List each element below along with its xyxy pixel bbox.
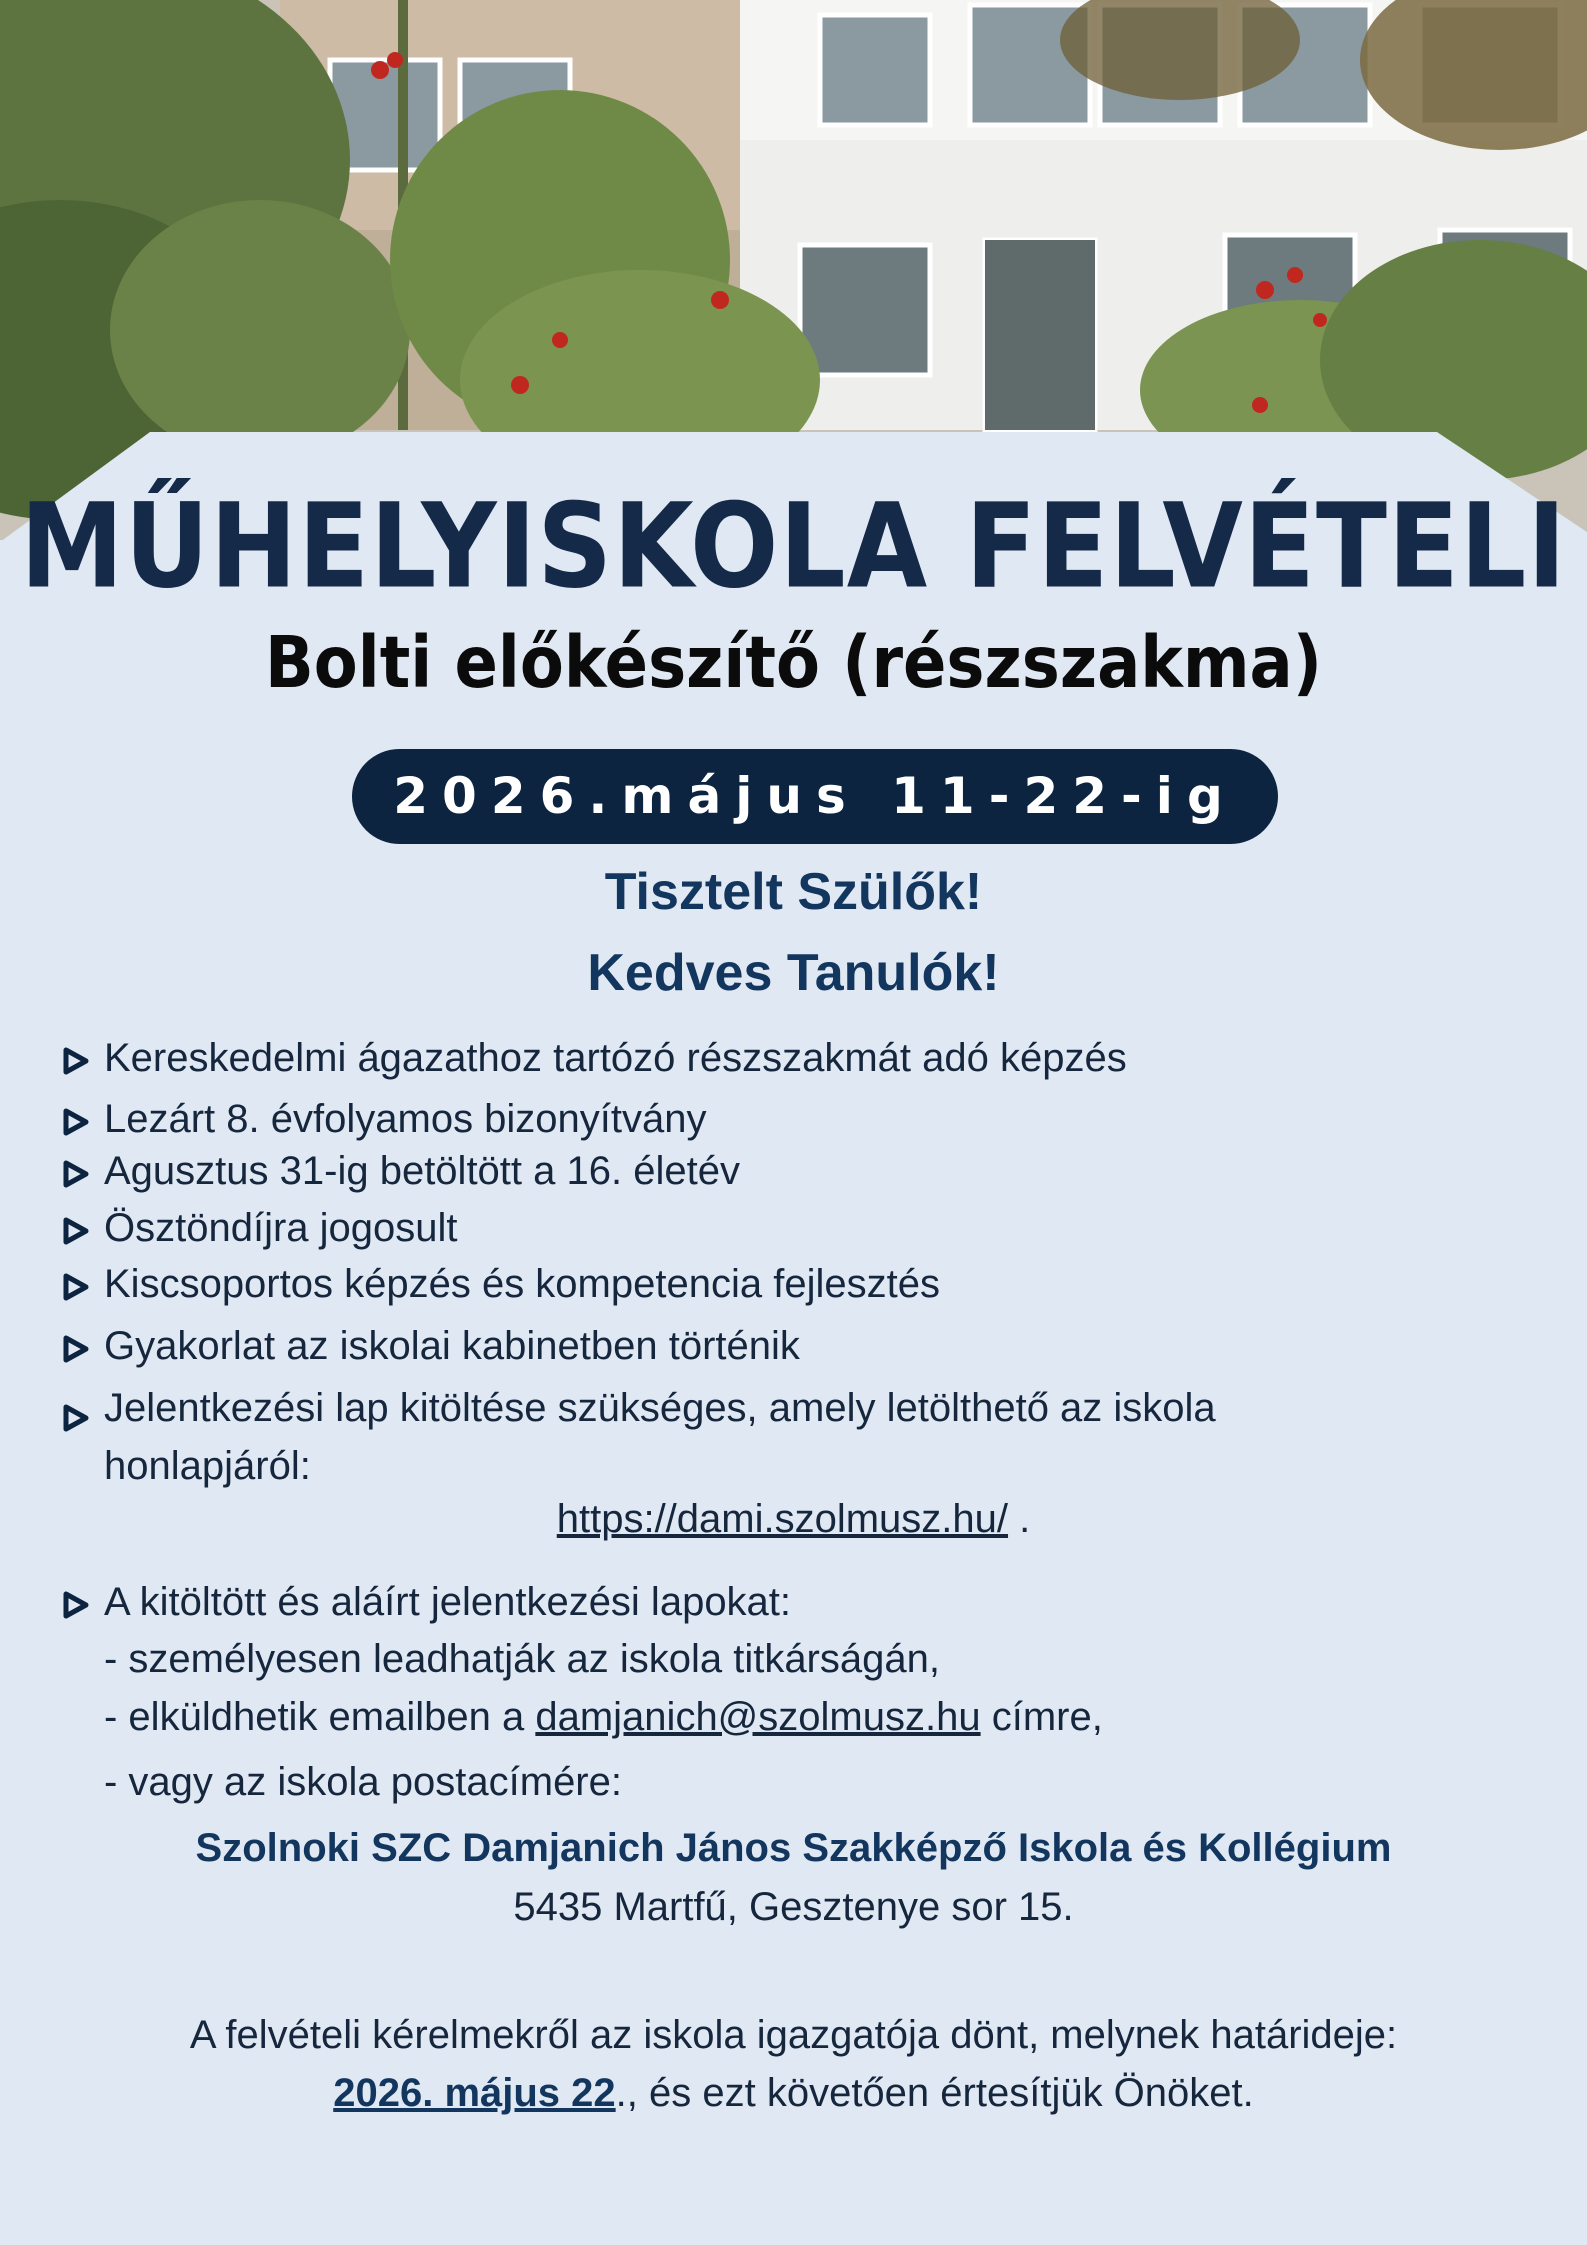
footer-notice: ., és ezt követően értesítjük Önöket.: [615, 2071, 1254, 2115]
list-item-text: Kereskedelmi ágazathoz tartózó részszakmát adó képzés: [104, 1036, 1127, 1080]
email-prefix: - elküldhetik emailben a: [104, 1695, 536, 1739]
date-range-badge: 2026.május 11-22-ig: [352, 749, 1278, 844]
page-title: MŰHELYISKOLA FELVÉTELI: [20, 478, 1567, 615]
triangle-arrow-icon: [60, 1046, 90, 1076]
footer-deadline-line: [0, 2071, 1587, 2116]
email-suffix: címre,: [980, 1695, 1103, 1739]
list-item-text: Gyakorlat az iskolai kabinetben történik: [104, 1324, 800, 1368]
list-item-text: Lezárt 8. évfolyamos bizonyítvány: [104, 1097, 707, 1141]
submission-option-post: - vagy az iskola postacímére:: [104, 1760, 622, 1804]
triangle-arrow-icon: [60, 1107, 90, 1137]
greeting-parents: Tisztelt Szülők!: [604, 863, 983, 921]
website-line: [0, 1497, 1587, 1542]
footer-decision-line: A felvételi kérelmekről az iskola igazgatója dönt, melynek határideje:: [189, 2013, 1398, 2057]
triangle-arrow-icon: [60, 1334, 90, 1364]
triangle-arrow-icon: [60, 1272, 90, 1302]
triangle-arrow-icon: [60, 1403, 90, 1433]
greeting-students: Kedves Tanulók!: [587, 944, 1000, 1002]
list-item-text: Kiscsoportos képzés és kompetencia fejlesztés: [104, 1262, 940, 1306]
triangle-arrow-icon: [60, 1159, 90, 1189]
school-address: 5435 Martfű, Gesztenye sor 15.: [513, 1885, 1074, 1929]
page-subtitle: Bolti előkészítő (részszakma): [265, 622, 1322, 705]
submission-option-email: [104, 1695, 1103, 1740]
email-link[interactable]: damjanich@szolmusz.hu: [535, 1695, 981, 1739]
deadline-date: 2026. május 22: [333, 2071, 616, 2115]
list-item-text: Ösztöndíjra jogosult: [104, 1206, 458, 1250]
triangle-arrow-icon: [60, 1590, 90, 1620]
submission-option-personal: - személyesen leadhatják az iskola titkárságán,: [104, 1637, 940, 1681]
website-link[interactable]: https://dami.szolmusz.hu/: [556, 1497, 1009, 1541]
list-item-text: Agusztus 31-ig betöltött a 16. életév: [104, 1149, 740, 1193]
website-suffix: .: [1008, 1497, 1031, 1541]
school-name: Szolnoki SZC Damjanich János Szakképző Iskola és Kollégium: [195, 1826, 1392, 1870]
application-line-2: honlapjáról:: [104, 1444, 311, 1488]
triangle-arrow-icon: [60, 1216, 90, 1246]
application-line-1: Jelentkezési lap kitöltése szükséges, amely letölthető az iskola: [104, 1386, 1216, 1430]
submission-intro: A kitöltött és aláírt jelentkezési lapokat:: [104, 1580, 792, 1624]
